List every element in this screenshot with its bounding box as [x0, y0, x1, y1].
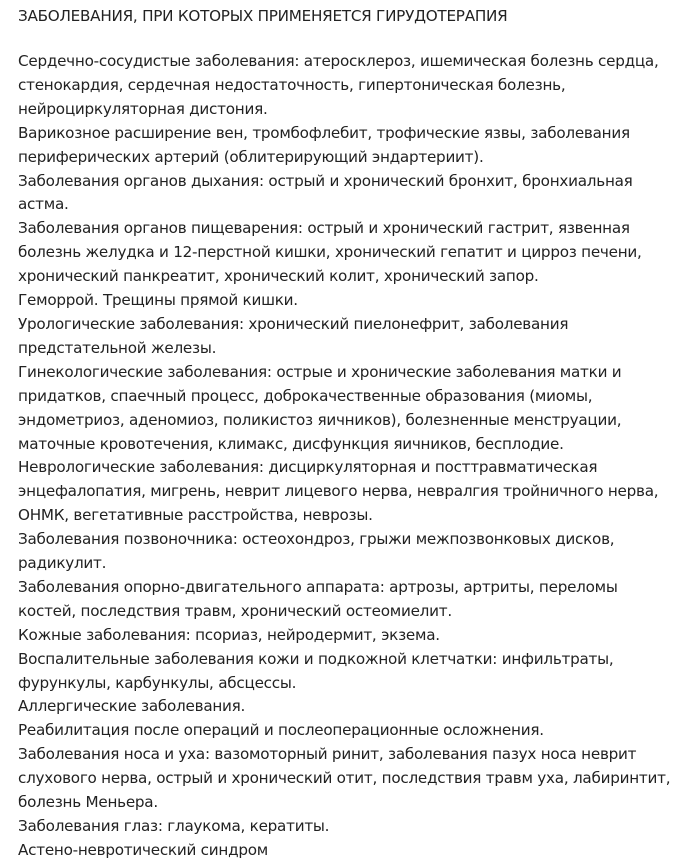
article	[18, 4, 673, 863]
list-item: Заболевания носа и уха: вазомоторный ринит, заболевания пазух носа неврит слухового нерва, острый и хронический отит, последствия травм уха, лабиринтит, болезнь Меньера.	[18, 745, 671, 812]
list-item: Варикозное расширение вен, тромбофлебит, трофические язвы, заболевания периферических артерий (облитерирующий эндартериит).	[18, 123, 630, 166]
list-item: Гинекологические заболевания: острые и хронические заболевания матки и придатков, спаечный процесс, доброкачественные образования (миомы, эндометриоз, аденомиоз, поликистоз яичников), болезненные менструации, маточные кровотечения, климакс, дисфункция яичников, бесплодие.	[18, 362, 622, 453]
page-title: ЗАБОЛЕВАНИЯ, ПРИ КОТОРЫХ ПРИМЕНЯЕТСЯ ГИРУДОТЕРАПИЯ	[18, 7, 508, 25]
list-item: Урологические заболевания: хронический пиелонефрит, заболевания предстательной железы.	[18, 314, 569, 357]
list-item: Воспалительные заболевания кожи и подкожной клетчатки: инфильтраты, фурункулы, карбункулы, абсцессы.	[18, 649, 614, 692]
list-item: Заболевания позвоночника: остеохондроз, грыжи межпозвонковых дисков, радикулит.	[18, 530, 615, 573]
list-item: Заболевания опорно-двигательного аппарата: артрозы, артриты, переломы костей, последствия травм, хронический остеомиелит.	[18, 577, 618, 620]
disease-list	[18, 50, 673, 863]
list-item: Астено-невротический синдром	[18, 840, 268, 859]
list-item: Геморрой. Трещины прямой кишки.	[18, 291, 298, 310]
list-item: Неврологические заболевания: дисциркуляторная и посттравматическая энцефалопатия, мигрень, неврит лицевого нерва, невралгия тройничного нерва, ОНМК, вегетативные расстройства, неврозы.	[18, 458, 659, 525]
list-item: Аллергические заболевания.	[18, 697, 246, 716]
list-item: Сердечно-сосудистые заболевания: атеросклероз, ишемическая болезнь сердца, стенокардия, сердечная недостаточность, гипертоническая болезнь, нейроциркуляторная дистония.	[18, 52, 659, 118]
list-item: Реабилитация после операций и послеоперационные осложнения.	[18, 721, 544, 740]
list-item: Заболевания органов пищеварения: острый и хронический гастрит, язвенная болезнь желудка и 12-перстной кишки, хронический гепатит и цирроз печени, хронический панкреатит, хронический колит, хронический запор.	[18, 219, 642, 286]
list-item: Заболевания глаз: глаукома, кератиты.	[18, 817, 330, 835]
list-item: Кожные заболевания: псориаз, нейродермит, экзема.	[18, 625, 440, 644]
list-item: Заболевания органов дыхания: острый и хронический бронхит, бронхиальная астма.	[18, 171, 633, 214]
